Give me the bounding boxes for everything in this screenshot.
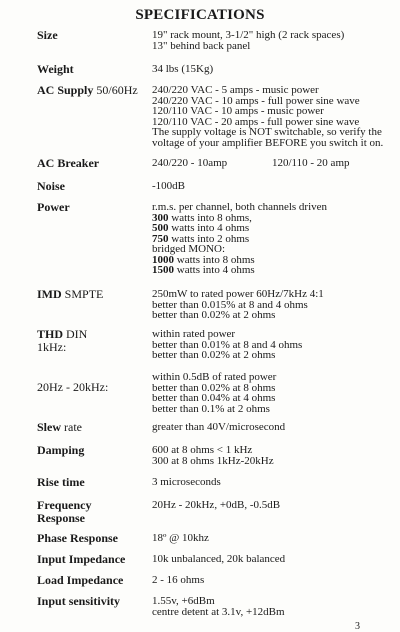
- spec-value-damping: 600 at 8 ohms < 1 kHz 300 at 8 ohms 1kHz-20kHz: [152, 444, 274, 467]
- spec-label-slew-rate: Slew: [37, 420, 61, 434]
- spec-label-ac-supply-freq: 50/60Hz: [96, 83, 138, 97]
- spec-value-input-sensitivity: 1.55v, +6dBm centre detent at 3.1v, +12dBm: [152, 595, 285, 618]
- spec-label-damping: Damping: [37, 443, 85, 457]
- spec-value-slew-rate: greater than 40V/microsecond: [152, 421, 286, 433]
- spec-label-20hz-20khz: 20Hz - 20kHz:: [37, 380, 109, 394]
- spec-label-noise: Noise: [37, 179, 65, 193]
- spec-label-weight: Weight: [37, 62, 74, 76]
- spec-value-ac-supply: 240/220 VAC - 5 amps - music power 240/220 VAC - 10 amps - full power sine wave 120/110 VAC - 10 amps - music power 120/110 VAC - 20 amps - full power sine wave The supply voltage is NOT switchable, so verify the voltage of your amplifier BEFORE you switch it on.: [152, 84, 384, 149]
- spec-label-power: Power: [37, 200, 70, 214]
- spec-value-load-impedance: 2 - 16 ohms: [152, 574, 205, 586]
- spec-label-ac-supply: AC Supply: [37, 83, 94, 97]
- spec-value-imd: 250mW to rated power 60Hz/7kHz 4:1 better than 0.015% at 8 and 4 ohms better than 0.02% at 2 ohms: [152, 288, 324, 321]
- spec-value-power: r.m.s. per channel, both channels driven 300 watts into 8 ohms, 500 watts into 4 ohms 750 watts into 2 ohms bridged MONO: 1000 watts into 8 ohms 1500 watts into 4 ohms: [152, 201, 328, 276]
- spec-label-input-sensitivity: Input sensitivity: [37, 594, 121, 608]
- spec-value-20hz-20khz: within 0.5dB of rated power better than 0.02% at 8 ohms better than 0.04% at 4 ohms better than 0.1% at 2 ohms: [152, 371, 277, 415]
- spec-label-phase-response: Phase Response: [37, 531, 119, 545]
- spec-label-frequency: Frequency: [37, 498, 92, 512]
- spec-value-input-impedance: 10k unbalanced, 20k balanced: [152, 553, 286, 565]
- spec-value-rise-time: 3 microseconds: [152, 476, 221, 488]
- spec-label-input-impedance: Input Impedance: [37, 552, 126, 566]
- spec-value-frequency-response: 20Hz - 20kHz, +0dB, -0.5dB: [152, 499, 281, 511]
- spec-value-size: 19" rack mount, 3-1/2" high (2 rack spaces) 13" behind back panel: [152, 29, 345, 52]
- spec-label-ac-breaker: AC Breaker: [37, 156, 100, 170]
- spec-label-imd: IMD: [37, 287, 62, 301]
- spec-value-thd: within rated power better than 0.01% at 8 and 4 ohms better than 0.02% at 2 ohms: [152, 328, 303, 361]
- spec-value-phase-response: 18º @ 10khz: [152, 532, 209, 544]
- spec-label-size: Size: [37, 28, 58, 42]
- spec-label-load-impedance: Load Impedance: [37, 573, 124, 587]
- page-number: 3: [355, 621, 360, 632]
- page-title: SPECIFICATIONS: [135, 7, 265, 23]
- spec-value-ac-breaker: 240/220 - 10amp 120/110 - 20 amp: [152, 157, 350, 169]
- spec-label-thd: THD: [37, 327, 64, 341]
- spec-label-rise-time: Rise time: [37, 475, 85, 489]
- spec-value-noise: -100dB: [152, 180, 185, 192]
- spec-value-weight: 34 lbs (15Kg): [152, 63, 214, 75]
